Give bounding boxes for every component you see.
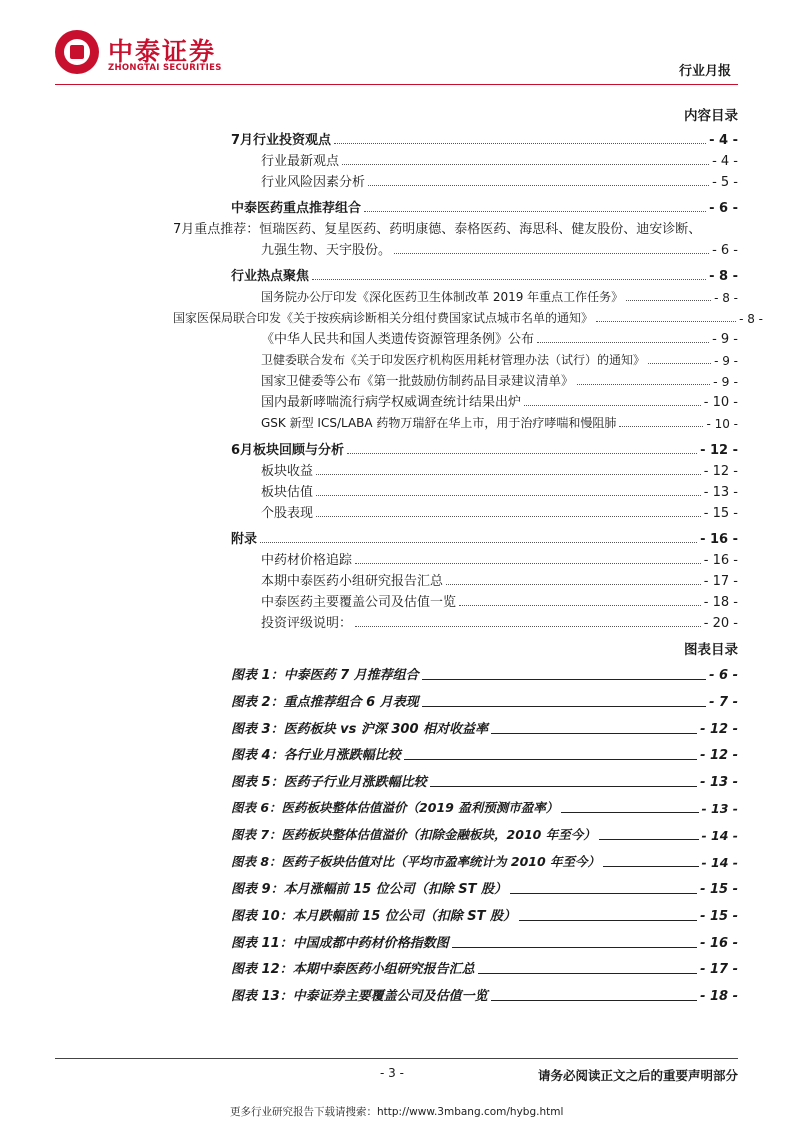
figure-entry[interactable]: 图表 12：本期中泰医药小组研究报告汇总 - 17 - <box>231 962 738 977</box>
toc-entry-level2[interactable]: GSK 新型 ICS/LABA 药物万瑞舒在华上市，用于治疗哮喘和慢阻肺 - 10 - <box>261 416 738 431</box>
toc-entry-level2[interactable]: 国家医保局联合印发《关于按疾病诊断相关分组付费国家试点城市名单的通知》 - 8 - <box>173 311 763 326</box>
toc-entry-level2[interactable]: 板块估值 - 13 - <box>261 485 738 500</box>
toc-entry-level2[interactable]: 行业风险因素分析 - 5 - <box>261 175 738 190</box>
header-divider <box>55 84 738 85</box>
disclaimer-note: 请务必阅读正文之后的重要声明部分 <box>537 1068 738 1083</box>
toc-entry-level1[interactable]: 附录 - 16 - <box>231 532 738 547</box>
toc-entry-level2[interactable]: 国务院办公厅印发《深化医药卫生体制改革 2019 年重点工作任务》 - 8 - <box>261 290 738 305</box>
toc-entry-level2[interactable]: 7月重点推荐：恒瑞医药、复星医药、药明康德、泰格医药、海思科、健友股份、迪安诊断、 <box>173 222 702 237</box>
download-note: 更多行业研究报告下载请搜索：http://www.3mbang.com/hybg.html <box>230 1106 564 1118</box>
toc-entry-level2[interactable]: 投资评级说明： - 20 - <box>261 616 738 631</box>
toc-entry-level1[interactable]: 6月板块回顾与分析 - 12 - <box>231 443 738 458</box>
figure-entry[interactable]: 图表 5：医药子行业月涨跌幅比较 - 13 - <box>231 775 738 790</box>
logo-chinese-name: 中泰证券 <box>108 37 217 66</box>
toc-entry-level2[interactable]: 个股表现 - 15 - <box>261 506 738 521</box>
figure-entry[interactable]: 图表 4：各行业月涨跌幅比较 - 12 - <box>231 748 738 763</box>
toc-entry-level2[interactable]: 中泰医药主要覆盖公司及估值一览 - 18 - <box>261 595 738 610</box>
footer-divider <box>55 1058 738 1059</box>
contents-title: 内容目录 <box>684 108 738 124</box>
toc-entry-level2[interactable]: 国内最新哮喘流行病学权威调查统计结果出炉 - 10 - <box>261 395 738 410</box>
company-logo <box>55 30 245 80</box>
toc-entry-level2[interactable]: 《中华人民共和国人类遗传资源管理条例》公布 - 9 - <box>261 332 738 347</box>
figures-title: 图表目录 <box>684 642 738 658</box>
toc-entry-level2[interactable]: 国家卫健委等公布《第一批鼓励仿制药品目录建议清单》 - 9 - <box>261 373 738 389</box>
toc-entry-level1[interactable]: 中泰医药重点推荐组合 - 6 - <box>231 201 738 216</box>
figure-entry[interactable]: 图表 2：重点推荐组合 6 月表现 - 7 - <box>231 695 738 710</box>
figure-entry[interactable]: 图表 6：医药板块整体估值溢价（2019 盈利预测市盈率） - 13 - <box>231 800 738 816</box>
figure-entry[interactable]: 图表 10：本月跌幅前 15 位公司（扣除 ST 股） - 15 - <box>231 909 738 924</box>
toc-entry-level1[interactable]: 行业热点聚焦 - 8 - <box>231 269 738 284</box>
toc-entry-level2[interactable]: 本期中泰医药小组研究报告汇总 - 17 - <box>261 574 738 589</box>
figure-entry[interactable]: 图表 13：中泰证券主要覆盖公司及估值一览 - 18 - <box>231 989 738 1004</box>
figure-entry[interactable]: 图表 1：中泰医药 7 月推荐组合 - 6 - <box>231 668 738 683</box>
toc-entry-level1[interactable]: 7月行业投资观点 - 4 - <box>231 133 738 148</box>
toc-entry-level2[interactable]: 卫健委联合发布《关于印发医疗机构医用耗材管理办法（试行）的通知》 - 9 - <box>261 353 738 368</box>
figure-entry[interactable]: 图表 8：医药子板块估值对比（平均市盈率统计为 2010 年至今） - 14 - <box>231 854 738 870</box>
report-type-label: 行业月报 <box>678 64 731 79</box>
figure-entry[interactable]: 图表 9：本月涨幅前 15 位公司（扣除 ST 股） - 15 - <box>231 882 738 897</box>
page-number: - 3 - <box>380 1066 404 1080</box>
toc-entry-level2-continued[interactable]: 九强生物、天宇股份。 - 6 - <box>261 243 738 258</box>
toc-entry-level2[interactable]: 板块收益 - 12 - <box>261 464 738 479</box>
toc-entry-level2[interactable]: 中药材价格追踪 - 16 - <box>261 553 738 568</box>
toc-entry-level2[interactable]: 行业最新观点 - 4 - <box>261 154 738 169</box>
figure-entry[interactable]: 图表 3：医药板块 vs 沪深 300 相对收益率 - 12 - <box>231 722 738 737</box>
logo-english-name: ZHONGTAI SECURITIES <box>108 63 222 73</box>
figure-entry[interactable]: 图表 7：医药板块整体估值溢价（扣除金融板块，2010 年至今） - 14 - <box>231 827 738 843</box>
figure-entry[interactable]: 图表 11：中国成都中药材价格指数图 - 16 - <box>231 936 738 951</box>
logo-emblem-icon <box>55 30 99 74</box>
